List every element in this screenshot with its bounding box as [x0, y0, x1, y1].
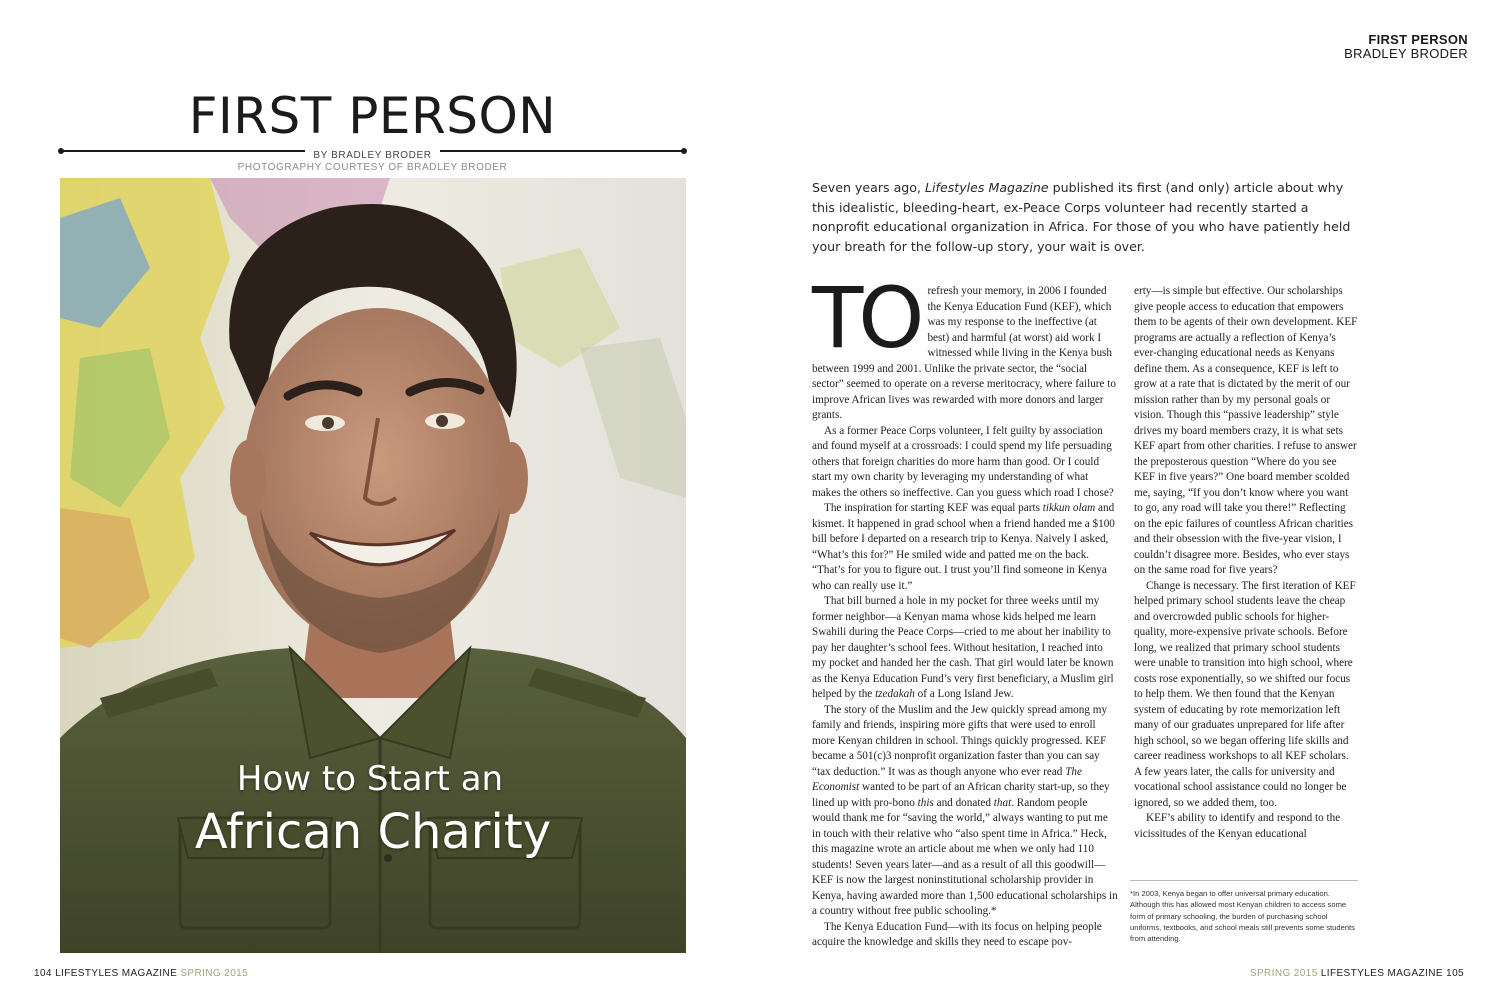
- headline-line-2: African Charity: [194, 804, 552, 860]
- p5-text-a: The story of the Muslim and the Jew quickly spread among my family and friends, inspiring more gifts that were used to enroll more Kenyan children in school. Things quickly progressed. KEF became a 501(c)3 nonprofit organization faster than you can say “tax deduction.” It was as though anyone who ever read: [812, 703, 1108, 778]
- photo-headline: [60, 756, 686, 862]
- paragraph-2: As a former Peace Corps volunteer, I felt guilty by association and found myself at a crossroads: I could spend my life persuading others that foreign charities do more harm than good. Or I could start my own charity by leveraging my understanding of what makes the others so ineffective. Can you guess which road I chose?: [812, 424, 1114, 499]
- p5-italic-1: The Economist: [812, 765, 1082, 793]
- p4-text-a: That bill burned a hole in my pocket for three weeks until my former neighbor—a Kenyan mama whose kids helped me learn Swahili during the Peace Corps—cried to me about her inability to pay her daughter’s school fees. Without hesitation, I reached into my pocket and handed her the cash. That girl would later be known as the Kenya Education Fund’s very first beneficiary, a Muslim girl helped by the: [812, 595, 1114, 700]
- paragraph-3: [812, 501, 1118, 594]
- p5-text-c: and donated: [933, 796, 994, 809]
- folio-left: [34, 968, 248, 979]
- deck-magazine-name: Lifestyles Magazine: [925, 180, 1049, 195]
- folio-left-season: SPRING 2015: [180, 968, 249, 979]
- p4-text-b: of a Long Island Jew.: [914, 688, 1014, 700]
- running-header: [1344, 33, 1468, 61]
- article-column-1: [812, 269, 1118, 951]
- deck-text-2: published its first (and only) article about why this idealistic, bleeding-heart, ex-Peace Corps volunteer had recently started a nonprofit educational organization in Africa. For those of you who have patiently held your breath for the follow-up story, your wait is over.: [812, 180, 1351, 254]
- p3-italic: tikkun olam: [1042, 502, 1096, 514]
- intro-deck: [812, 178, 1357, 256]
- page-title: FIRST PERSON: [188, 87, 557, 145]
- column-2-paragraph-3: KEF’s ability to identify and respond to the vicissitudes of the Kenyan educational: [1134, 812, 1341, 840]
- folio-right-page: 105: [1446, 968, 1464, 979]
- p3-text-b: and kismet. It happened in grad school when a friend handed me a $100 bill before I departed on a research trip to Kenya. Naively I asked, “What’s this for?” He smiled wide and patted me on the back. “That’s for you to figure out. I trust you’ll find someone in Kenya who can really use it.”: [812, 502, 1115, 592]
- running-header-author: BRADLEY BRODER: [1344, 46, 1468, 61]
- folio-right-magazine: LIFESTYLES MAGAZINE: [1320, 968, 1443, 979]
- deck-text-1: Seven years ago,: [812, 180, 926, 195]
- p5-text-d: . Random people would thank me for “saving the world,” always wanting to put me in touch with their relative who “also spent time in Africa.” Heck, this magazine wrote an article about me when we only had 110 students! Seven years later—and as a result of all this goodwill—KEF is now the largest noninstitutional scholarship provider in Kenya, having awarded more than 1,500 educational scholarships in a country without free public schooling.*: [812, 796, 1118, 917]
- headline-line-1: How to Start an: [236, 759, 504, 799]
- column-2-paragraph-2: Change is necessary. The first iteration of KEF helped primary school students leave the cheap and overcrowded public schools for higher-quality, more-expensive private schools. Before long, we realized that primary school students were unable to transition into high school, where costs rose exponentially, so we shifted our focus to help them. We then found that the Kenyan system of educating by rote memorization left many of our graduates unprepared for life after high school, so we began offering life skills and career readiness workshops to all KEF scholars. A few years later, the calls for university and vocational school assistance could no longer be ignored, so we added them, too.: [1134, 579, 1356, 809]
- paragraph-6: The Kenya Education Fund—with its focus on helping people acquire the knowledge and skills they need to escape pov-: [812, 920, 1102, 948]
- portrait-photo: [60, 178, 686, 953]
- folio-right: [1250, 968, 1464, 979]
- p5-text-b: wanted to be part of an African charity start-up, so they lined up with pro-bono: [812, 781, 1110, 809]
- folio-left-magazine: LIFESTYLES MAGAZINE: [55, 968, 178, 979]
- running-header-section: FIRST PERSON: [1368, 32, 1468, 47]
- p4-italic: tzedakah: [875, 688, 915, 700]
- byline-text: BY BRADLEY BRODER: [305, 150, 439, 161]
- column-2-paragraph-1: erty—is simple but effective. Our scholarships give people access to education that empowers them to be agents of their own development. KEF programs are actually a reflection of Kenya’s ever-changing educational needs as Kenyans define them. As a consequence, KEF is left to grow at a rate that is dictated by the merit of our mission rather than by my personal goals or vision. Though this “passive leadership” style drives my board members crazy, it is what sets KEF apart from other charities. I refuse to answer the preposterous question “Where do you see KEF in five years?” One board member scolded me, saying, “If you don’t know where you want to go, any road will take you there!” Reflecting on the epic failures of countless African charities and their obsession with the five-year vision, I couldn’t disagree more. Besides, who ever stays on the same road for five years?: [1134, 285, 1358, 576]
- paragraph-5: [812, 703, 1118, 920]
- p3-text-a: The inspiration for starting KEF was equal parts: [824, 502, 1043, 514]
- folio-right-season: SPRING 2015: [1249, 968, 1318, 979]
- article-column-2: [1134, 284, 1358, 842]
- paragraph-1: refresh your memory, in 2006 I founded the Kenya Education Fund (KEF), which was my response to the ineffective (at best) and harmful (at worst) aid work I witnessed while living in the Kenya bush between 1999 and 2001. Unlike the private sector, the “social sector” seemed to operate on a reverse meritocracy, where failure to improve African lives was rewarded with more donors and larger grants.: [812, 285, 1116, 421]
- folio-left-page: 104: [34, 968, 52, 979]
- p5-italic-3: that: [993, 796, 1012, 809]
- paragraph-4: [812, 594, 1118, 703]
- byline: [60, 145, 685, 163]
- photo-credit: PHOTOGRAPHY COURTESY OF BRADLEY BRODER: [237, 162, 508, 173]
- footnote: *In 2003, Kenya began to offer universal primary education. Although this has allowed most Kenyan children to access some form of primary schooling, the burden of purchasing school uniforms, textbooks, and school meals still prevents some students from attending.: [1130, 889, 1355, 944]
- footnote-rule: [1130, 880, 1358, 881]
- drop-cap: TO: [812, 269, 920, 367]
- p5-italic-2: this: [917, 796, 934, 809]
